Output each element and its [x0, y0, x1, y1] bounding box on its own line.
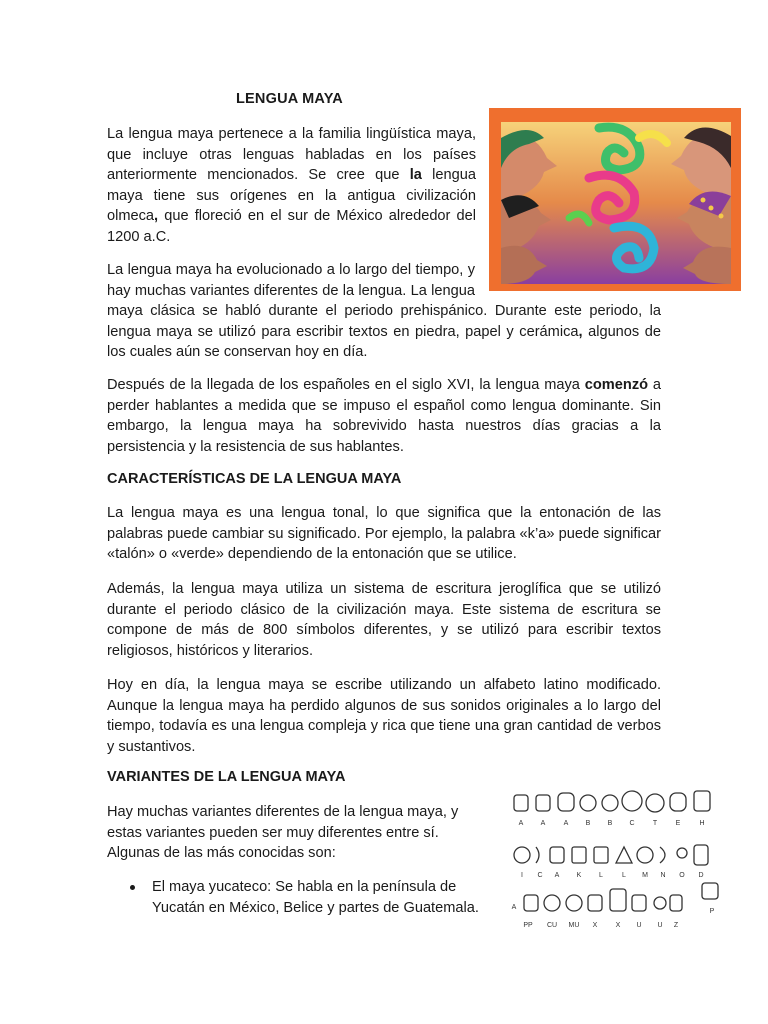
glyph-label: H	[699, 820, 705, 827]
intro-p2-text-b: algunos de los cuales aún se conservan hoy en día.	[107, 323, 661, 361]
characteristics-paragraph-1: La lengua maya es una lengua tonal, lo que significa que la entonación de las palabras puede cambiar su significado. Por ejemplo, la palabra «k’a» puede significar «talón» o «verde» dependiendo de la entonación que se utilice.	[107, 505, 661, 563]
intro-p3-text-b: a perder hablantes a medida que se impuso el español como lengua dominante. Sin embargo, la lengua maya ha sobrevivido hasta nuestros días gracias a la persistencia y la resistencia de sus hablantes.	[107, 377, 662, 455]
glyph-label: I	[521, 872, 523, 879]
intro-p1-text-b: lengua maya tiene sus orígenes en la antigua civilización olmeca	[107, 167, 476, 225]
glyph-label: CU	[546, 922, 558, 929]
glyph-label: A	[511, 904, 517, 911]
glyph-label: L	[599, 872, 603, 879]
glyph-label: PP	[523, 922, 533, 929]
intro-paragraph-3	[107, 375, 661, 457]
glyph-label: L	[622, 872, 626, 879]
glyph-label: A	[518, 820, 524, 827]
intro-p3-text-a: Después de la llegada de los españoles en el siglo XVI, la lengua maya	[107, 377, 585, 393]
glyph-label: X	[592, 922, 598, 929]
intro-p3-bold: comenzó	[584, 377, 649, 393]
glyph-label: B	[585, 820, 591, 827]
maya-glyph-chart	[510, 783, 725, 933]
glyph-label: C	[629, 820, 635, 827]
glyph-label: E	[675, 820, 681, 827]
glyph-chart-art	[510, 783, 725, 933]
glyph-label: M	[642, 872, 648, 879]
glyph-label: D	[698, 872, 704, 879]
glyph-label: N	[660, 872, 666, 879]
glyph-label: T	[652, 820, 658, 827]
variants-paragraph: Hay muchas variantes diferentes de la lengua maya, y estas variantes pueden ser muy diferentes entre sí. Algunas de las más conocidas son:	[107, 804, 459, 862]
intro-p1-text-a: La lengua maya pertenece a la familia lingüística maya, que incluye otras lenguas habladas en los países anteriormente mencionados. Se cree que	[107, 126, 476, 184]
characteristics-paragraph-3: Hoy en día, la lengua maya se escribe utilizando un alfabeto latino modificado. Aunque la lengua maya ha perdido algunos de sus sonidos originales a lo largo del tiempo, todavía es una lengua compleja y rica que tiene una gran cantidad de verbos y sustantivos.	[107, 677, 661, 755]
intro-paragraph-1	[107, 124, 476, 248]
page-title: LENGUA MAYA	[236, 91, 343, 107]
glyph-label: P	[709, 908, 715, 915]
intro-p2-text-a: La lengua maya ha evolucionado a lo largo del tiempo, y hay muchas variantes diferentes de la lengua. La lengua maya clásica se habló durante el periodo prehispánico. Durante este periodo, la lengua maya se utilizó para escribir textos en piedra, papel y cerámica	[107, 262, 661, 340]
variants-heading: VARIANTES DE LA LENGUA MAYA	[107, 769, 346, 785]
characteristics-paragraph-2: Además, la lengua maya utiliza un sistema de escritura jeroglífica que se utilizó durante el periodo clásico de la civilización maya. Este sistema de escritura se compone de más de 800 símbolos diferentes, y se utilizó para escribir textos religiosos, históricos y literarios.	[107, 581, 661, 659]
variants-list	[107, 877, 507, 918]
characteristics-heading: CARACTERÍSTICAS DE LA LENGUA MAYA	[107, 471, 402, 487]
glyph-label: B	[607, 820, 613, 827]
intro-p1-bold-1: la	[409, 167, 422, 184]
glyph-label: O	[679, 872, 685, 879]
intro-p1-text-c: que floreció en el sur de México alrededor del 1200 a.C.	[107, 208, 476, 245]
glyph-label: U	[657, 922, 663, 929]
glyph-label: A	[540, 820, 546, 827]
intro-p1-bold-2: ,	[154, 208, 159, 225]
text-wrap-spacer	[475, 260, 661, 300]
glyph-label: A	[563, 820, 569, 827]
glyph-label: MU	[568, 922, 580, 929]
glyph-label: Z	[673, 922, 679, 929]
intro-p2-bold: ,	[578, 323, 583, 340]
list-item: El maya yucateco: Se habla en la península de Yucatán en México, Belice y partes de Guatemala.	[107, 877, 507, 918]
glyph-label: C	[537, 872, 543, 879]
glyph-label: K	[576, 872, 582, 879]
glyph-label: A	[554, 872, 560, 879]
glyph-label: X	[615, 922, 621, 929]
intro-paragraph-2	[107, 260, 661, 363]
glyph-label: U	[636, 922, 642, 929]
